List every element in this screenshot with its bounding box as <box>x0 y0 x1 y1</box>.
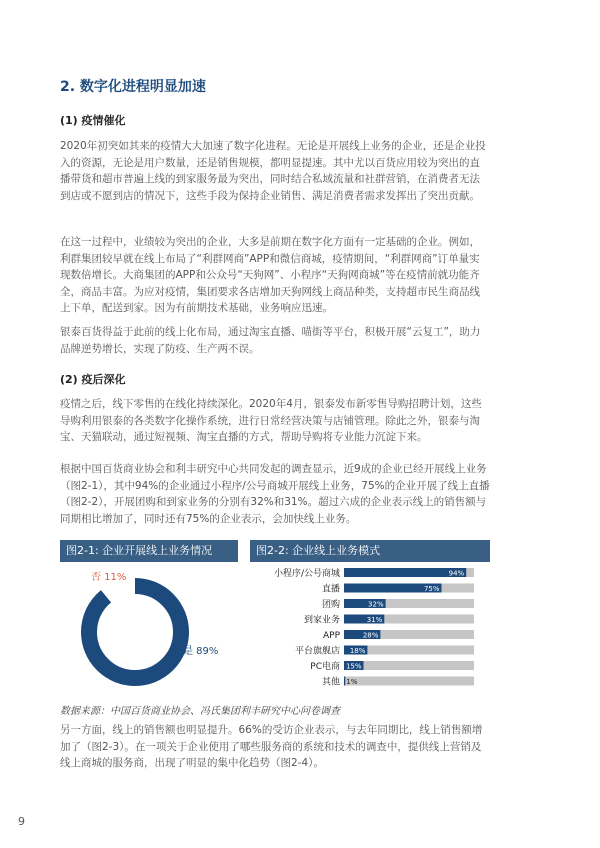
bar-value-label: 75% <box>423 585 440 593</box>
bar-value-label: 28% <box>362 631 379 640</box>
bar-category-label: 其他 <box>321 677 340 688</box>
bar-category-label: 直播 <box>321 584 340 595</box>
subsection-title-pandemic: (1) 疫情催化 <box>60 114 126 127</box>
bar-value-label: 31% <box>366 616 383 624</box>
bar-track <box>344 677 474 686</box>
bar <box>344 677 345 686</box>
paragraph-5: 根据中国百货商业协会和利丰研究中心共同发起的调查显示，近9成的企业已经开展线上业务（图2-1），其中94%的企业通过小程序/公号商城开展线上业务，75%的企业开展了线上直播（图2-2），开展团购和到家业务的分别有32%和31%。超过六成的企业表示线上的销售额与同期相比增加了，同时还有75%的企业表示，会加快线上业务。 <box>60 463 490 525</box>
bar-category-label: 团购 <box>321 600 340 610</box>
bar-category-label: 到家业务 <box>303 615 340 626</box>
pie-label-yes: 是 89% <box>183 646 219 657</box>
bar-category-label: APP <box>322 631 340 641</box>
figure-2-2-header: 图2-2: 企业线上业务模式 <box>250 540 490 562</box>
subsection-title-post-pandemic: (2) 疫后深化 <box>60 373 126 386</box>
bar-category-label: 小程序/公号商城 <box>273 569 340 579</box>
paragraph-1: 2020年初突如其来的疫情大大加速了数字化进程。无论是开展线上业务的企业，还是企业投入的资源，无论是用户数量，还是销售规模，都明显提速。其中尤以百货应用较为突出的直播带货和超市普遍上线的到家服务最为突出，同时结合私域流量和社群营销，在消费者无法到店或不愿到店的情况下，这些手段为保持企业销售、满足消费者需求发挥出了突出贡献。 <box>60 140 486 202</box>
paragraph-3: 银泰百货得益于此前的线上化布局，通过淘宝直播、喵街等平台，积极开展“云复工”，助力品牌逆势增长，实现了防疫、生产两不误。 <box>60 326 481 355</box>
bar-value-label: 94% <box>448 569 465 578</box>
bar-value-label: 32% <box>368 600 384 609</box>
bar-category-label: 平台旗舰店 <box>294 646 340 657</box>
bar-value-label: 15% <box>345 662 362 671</box>
figure-2-1-header: 图2-1: 企业开展线上业务情况 <box>60 540 238 562</box>
bar-value-label: 18% <box>349 647 366 655</box>
figure-2-2-bar-chart <box>250 565 490 695</box>
page-number: 9 <box>18 815 25 828</box>
data-source-note: 数据来源：中国百货商业协会、冯氏集团利丰研究中心问卷调查 <box>60 706 340 717</box>
bar-category-label: PC电商 <box>310 662 340 672</box>
paragraph-2: 在这一过程中，业绩较为突出的企业，大多是前期在数字化方面有一定基础的企业。例如，利群集团较早就在线上布局了“利群网商”APP和微信商城，疫情期间，“利群网商”订单量实现数倍增长。大商集团的APP和公众号“天狗网”、小程序“天狗网商城”等在疫情前就功能齐全，商品丰富。为应对疫情，集团要求各店增加天狗网线上商品种类，支持超市民生商品线上下单，配送到家。因为有前期技术基础，业务响应迅速。 <box>60 236 480 314</box>
figure-2-1-pie-chart <box>60 568 240 693</box>
paragraph-6: 另一方面，线上的销售额也明显提升。66%的受访企业表示，与去年同期比，线上销售额增加了（图2-3）。在一项关于企业使用了哪些服务商的系统和技术的调查中，提供线上营销及线上商城的服务商，出现了明显的集中化趋势（图2-4）。 <box>60 724 483 769</box>
paragraph-4: 疫情之后，线下零售的在线化持续深化。2020年4月，银泰发布新零售导购招聘计划，这些导购利用银泰的各类数字化操作系统，进行日常经营决策与店铺管理。除此之外，银泰与淘宝、天猫联动，通过短视频、淘宝直播的方式，帮助导购将专业能力沉淀下来。 <box>60 398 482 443</box>
bar-value-label: 1% <box>346 678 358 686</box>
pie-label-no: 否 11% <box>91 572 127 583</box>
pie-slice-是 <box>89 586 181 678</box>
section-title: 2. 数字化进程明显加速 <box>60 79 206 95</box>
